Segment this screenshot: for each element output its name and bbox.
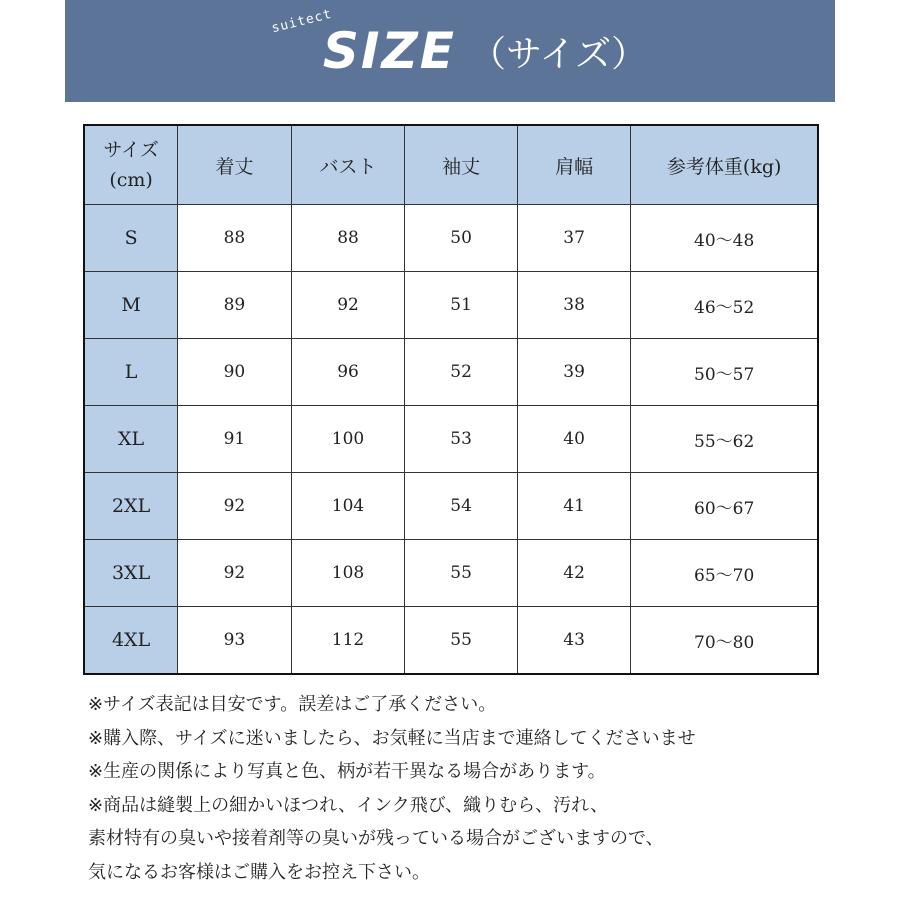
table-row [84,339,818,406]
table-cell: 104 [291,473,405,540]
column-header: バスト [291,125,405,205]
table-cell: 93 [178,607,292,675]
column-header: 着丈 [178,125,292,205]
table-cell: 90 [178,339,292,406]
table-cell: 52 [405,339,518,406]
table-cell: 55 [405,540,518,607]
brand-logo: suitect [270,6,334,37]
note-line: 気になるお客様はご購入をお控え下さい。 [88,861,430,883]
table-cell: 60〜67 [631,473,818,540]
column-header: 肩幅 [517,125,631,205]
table-row [84,205,818,272]
column-header: 参考体重(kg) [631,125,818,205]
table-cell: 42 [517,540,631,607]
table-cell: 40〜48 [631,205,818,272]
title-banner [65,0,835,102]
table-cell: 65〜70 [631,540,818,607]
note-line: ※商品は縫製上の細かいほつれ、インク飛び、織りむら、汚れ、 [88,794,609,816]
note-line: ※サイズ表記は目安です。誤差はご了承ください。 [88,694,497,715]
table-row [84,272,818,339]
column-header: 袖丈 [405,125,518,205]
table-cell: 92 [291,272,405,339]
table-row [84,473,818,540]
table-cell: 39 [517,339,631,406]
table-cell: 51 [405,272,518,339]
table-cell: 41 [517,473,631,540]
table-cell: 88 [291,205,405,272]
size-label: XL [84,406,178,473]
size-table [83,124,819,675]
size-label: 3XL [84,540,178,607]
table-row [84,607,818,675]
table-cell: 91 [178,406,292,473]
table-cell: 108 [291,540,405,607]
table-cell: 53 [405,406,518,473]
table-cell: 88 [178,205,292,272]
table-cell: 40 [517,406,631,473]
notes [88,688,696,889]
size-label: 4XL [84,607,178,675]
table-cell: 55〜62 [631,406,818,473]
table-cell: 89 [178,272,292,339]
note-line: ※生産の関係により写真と色、柄が若干異なる場合があります。 [88,761,606,782]
size-label: 2XL [84,473,178,540]
table-cell: 37 [517,205,631,272]
table-cell: 46〜52 [631,272,818,339]
table-cell: 50 [405,205,518,272]
table-cell: 55 [405,607,518,675]
note-line: ※購入際、サイズに迷いましたら、お気軽に当店まで連絡してくださいませ [88,727,696,749]
column-header: サイズ (cm) [84,125,178,205]
table-row [84,540,818,607]
table-cell: 50〜57 [631,339,818,406]
banner-subtitle: （サイズ） [469,33,648,75]
table-cell: 96 [291,339,405,406]
table-cell: 92 [178,473,292,540]
table-cell: 70〜80 [631,607,818,675]
table-cell: 38 [517,272,631,339]
note-line: 素材特有の臭いや接着剤等の臭いが残っている場合がございますので、 [88,828,664,849]
table-header-row [84,125,818,205]
size-label: L [84,339,178,406]
banner-title: SIZE [322,22,456,80]
size-label: M [84,272,178,339]
table-cell: 100 [291,406,405,473]
size-label: S [84,205,178,272]
table-cell: 43 [517,607,631,675]
table-cell: 112 [291,607,405,675]
table-row [84,406,818,473]
table-cell: 92 [178,540,292,607]
table-cell: 54 [405,473,518,540]
